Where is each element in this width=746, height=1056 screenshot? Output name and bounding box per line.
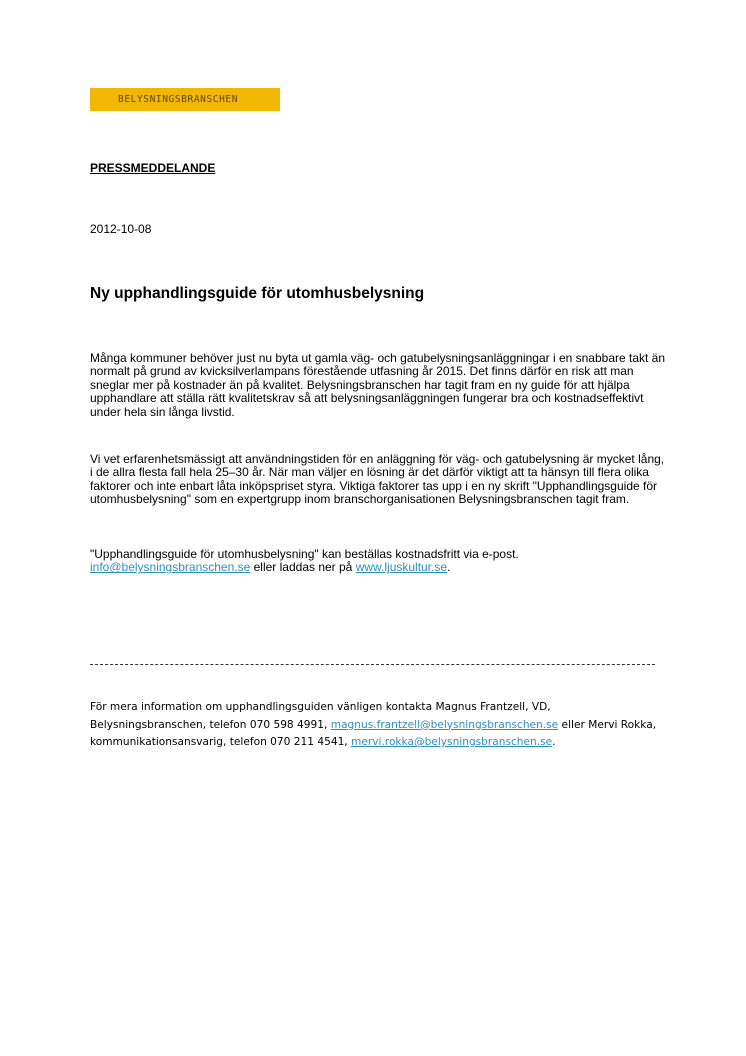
web-link-ljuskultur[interactable]: www.ljuskultur.se bbox=[355, 560, 448, 575]
order-text-end: . bbox=[447, 560, 451, 575]
contact-footer bbox=[90, 699, 660, 752]
headline: Ny upphandlingsguide för utomhusbelysning bbox=[90, 285, 425, 302]
order-text-middle: eller laddas ner på bbox=[250, 560, 356, 575]
email-link-magnus[interactable]: magnus.frantzell@belysningsbranschen.se bbox=[330, 718, 559, 731]
paragraph-order bbox=[90, 548, 670, 575]
press-date: 2012-10-08 bbox=[90, 222, 152, 236]
order-text: "Upphandlingsguide för utomhusbelysning" kan beställas kostnadsfritt via e-post. bbox=[90, 547, 519, 561]
document-type-label: PRESSMEDDELANDE bbox=[90, 161, 216, 175]
footer-text-1: För mera information om upphandlingsguiden vänligen kontakta Magnus Frantzell, VD, Belysningsbranschen, telefon 070 598 4991, bbox=[90, 701, 551, 731]
email-link-mervi[interactable]: mervi.rokka@belysningsbranschen.se bbox=[351, 736, 553, 748]
paragraph-details: Vi vet erfarenhetsmässigt att användningstiden för en anläggning för väg- och gatubelysning är mycket lång, i de allra flesta fall hela 25–30 år. När man väljer en lösning är det därför viktigt att ta hänsyn till flera olika faktorer och inte enbart låta inköpspriset styra. Viktiga faktorer tas upp i en ny skrift "Upphandlingsguide för utomhusbelysning" som en expertgrupp inom branschorganisationen Belysningsbranschen tagit fram. bbox=[90, 452, 665, 507]
brand-logo bbox=[90, 88, 280, 111]
paragraph-intro: Många kommuner behöver just nu byta ut gamla väg- och gatubelysningsanläggningar i en snabbare takt än normalt på grund av kvicksilverlampans förestående utfasning år 2015. Det finns därför en risk att man sneglar mer på kostnader än på kvalitet. Belysningsbranschen har tagit fram en ny guide för att hjälpa upphandlare att ställa rätt kvalitetskrav så att belysningsanläggningen fungerar bra och kostnadseffektivt under hela sin långa livstid. bbox=[90, 351, 666, 419]
email-link-info[interactable]: info@belysningsbranschen.se bbox=[90, 560, 251, 575]
footer-text-2: eller Mervi Rokka, kommunikationsansvarig, telefon 070 211 4541, bbox=[90, 718, 657, 748]
brand-logo-text: BELYSNINGSBRANSCHEN bbox=[118, 94, 239, 105]
footer-text-3: . bbox=[552, 736, 556, 748]
section-divider bbox=[90, 664, 655, 665]
